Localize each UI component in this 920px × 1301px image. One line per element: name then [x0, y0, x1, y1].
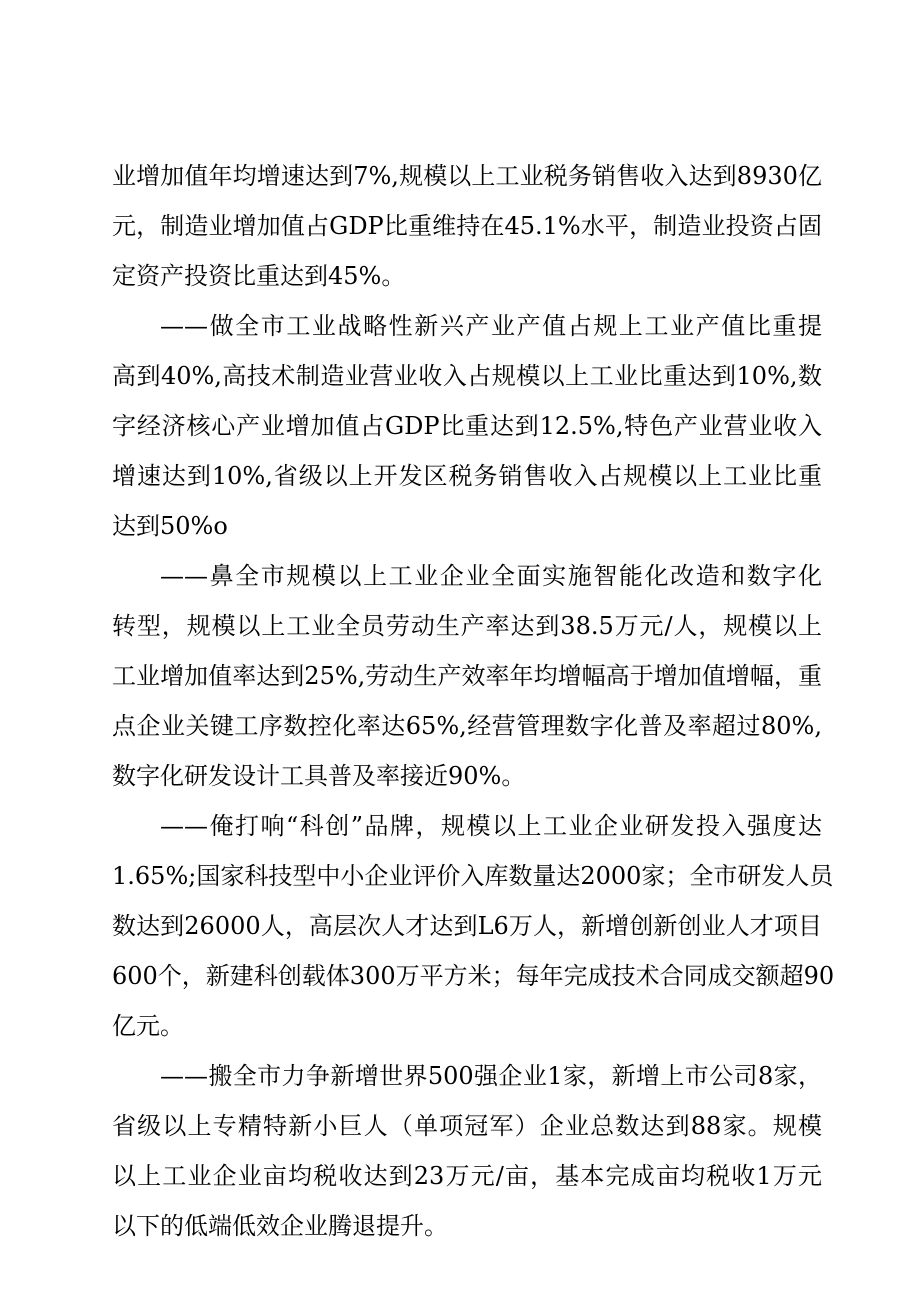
text-line: 1.65%;国家科技型中小企业评价入库数量达2000家；全市研发人员	[112, 862, 834, 890]
text-line: 以下的低端低效企业腾退提升。	[112, 1212, 448, 1240]
text-line: 增速达到10%,省级以上开发区税务销售收入占规模以上工业比重	[112, 462, 822, 490]
text-line: 省级以上专精特新小巨人（单项冠军）企业总数达到88家。规模	[112, 1112, 822, 1140]
text-line: ——做全市工业战略性新兴产业产值占规上工业产值比重提	[160, 312, 822, 340]
text-line: 高到40%,高技术制造业营业收入占规模以上工业比重达到10%,数	[112, 362, 822, 390]
text-line: 数字化研发设计工具普及率接近90%。	[112, 762, 526, 790]
text-line: 工业增加值率达到25%,劳动生产效率年均增幅高于增加值增幅，重	[112, 662, 822, 690]
text-line: ——俺打响“科创”品牌，规模以上工业企业研发投入强度达	[160, 812, 822, 840]
text-line: 转型，规模以上工业全员劳动生产率达到38.5万元/人，规模以上	[112, 612, 822, 640]
text-line: 字经济核心产业增加值占GDP比重达到12.5%,特色产业营业收入	[112, 412, 822, 440]
text-line: 定资产投资比重达到45%。	[112, 262, 406, 290]
text-line: 以上工业企业亩均税收达到23万元/亩，基本完成亩均税收1万元	[112, 1162, 822, 1190]
text-line: ——鼻全市规模以上工业企业全面实施智能化改造和数字化	[160, 562, 822, 590]
text-line: 达到50%o	[112, 512, 228, 540]
text-line: 点企业关键工序数控化率达65%,经营管理数字化普及率超过80%,	[112, 712, 822, 740]
text-line: 600个，新建科创载体300万平方米；每年完成技术合同成交额超90	[112, 962, 835, 990]
text-line: 业增加值年均增速达到7%,规模以上工业税务销售收入达到8930亿	[112, 162, 822, 190]
text-line: 亿元。	[112, 1012, 184, 1040]
text-line: 数达到26000人，高层次人才达到L6万人，新增创新创业人才项目	[112, 912, 822, 940]
text-line: 元，制造业增加值占GDP比重维持在45.1%水平，制造业投资占固	[112, 212, 822, 240]
text-line: ——搬全市力争新增世界500强企业1家，新增上市公司8家，	[160, 1062, 822, 1090]
